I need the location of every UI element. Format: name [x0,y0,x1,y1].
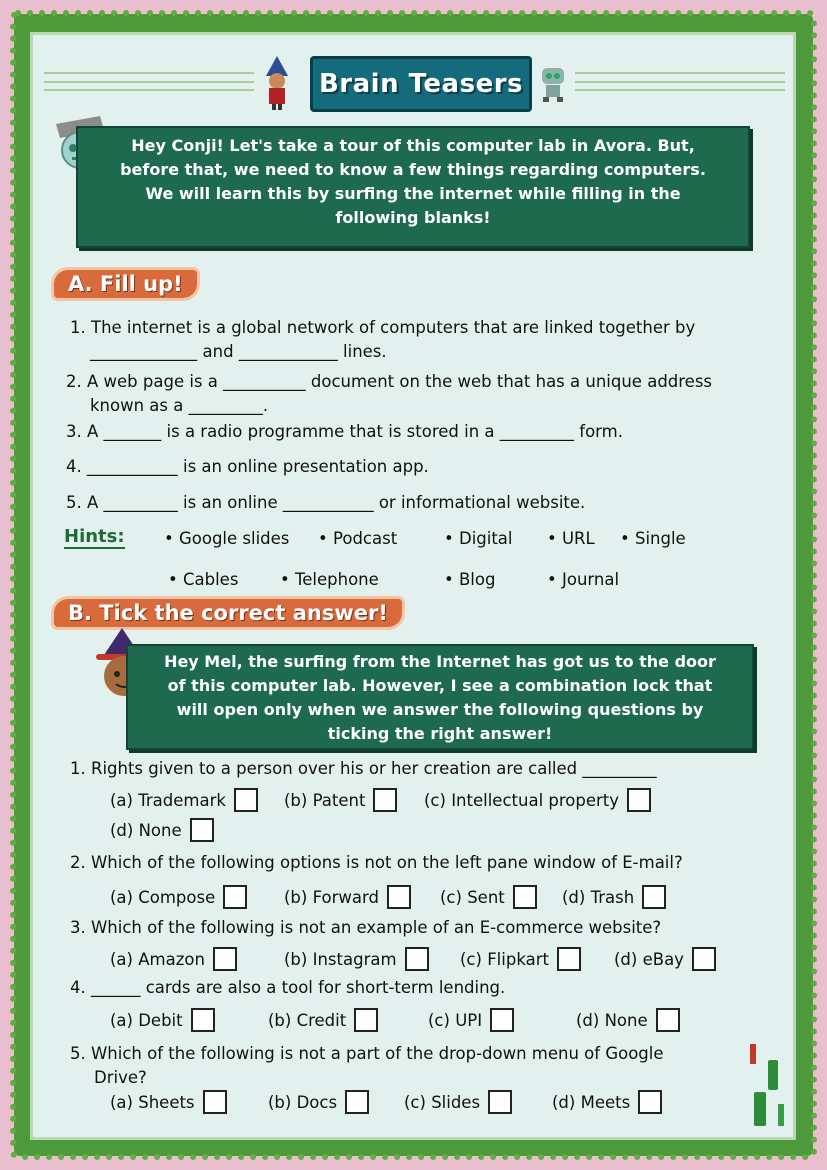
mcq-4-option-d[interactable] [576,1008,680,1032]
mcq-question-3: 3. Which of the following is not an example of an E-commerce website? [70,918,662,937]
checkbox[interactable] [345,1090,369,1114]
section-b-heading: B. Tick the correct answer! [54,599,402,627]
question-text: A _______ is a radio programme that is stored in a _________ form. [87,422,623,441]
checkbox[interactable] [656,1008,680,1032]
wizard-character-icon [260,56,294,110]
option-label: (a) Compose [110,887,216,907]
page-title: Brain Teasers [310,56,532,112]
checkbox[interactable] [490,1008,514,1032]
mcq-3-option-c[interactable] [460,947,581,971]
mcq-2-option-a[interactable] [110,885,247,909]
checkbox[interactable] [557,947,581,971]
mcq-1-option-c[interactable] [424,788,651,812]
fill-question-2 [66,370,756,418]
mcq-4-option-c[interactable] [428,1008,514,1032]
option-label: (b) Instagram [284,949,397,969]
bubble-line: Hey Mel, the surfing from the Internet has got us to the door [164,652,716,671]
hint-item: • Telephone [280,570,379,589]
mcq-question-5 [70,1042,664,1090]
mcq-1-option-d[interactable] [110,818,214,842]
hint-item: • Journal [547,570,619,589]
checkbox[interactable] [488,1090,512,1114]
option-label: (c) Intellectual property [424,790,620,810]
question-number: 1. [70,318,86,337]
hint-item: • Google slides [164,529,289,548]
mcq-2-option-d[interactable] [562,885,666,909]
pencils-decoration-icon [748,1044,788,1128]
mcq-question-1: 1. Rights given to a person over his or her creation are called _________ [70,759,657,778]
intro-speech-bubble [76,126,750,248]
question-text: A _________ is an online ___________ or informational website. [87,493,586,512]
mcq-2-option-c[interactable] [440,885,537,909]
bubble-line: ticking the right answer! [327,724,553,743]
option-label: (b) Credit [268,1010,347,1030]
hint-item: • Podcast [318,529,397,548]
mcq-5-option-b[interactable] [268,1090,369,1114]
mcq-3-option-d[interactable] [614,947,716,971]
fill-question-3 [66,420,756,444]
mcq-1-option-a[interactable] [110,788,258,812]
option-label: (a) Trademark [110,790,226,810]
question-text: known as a _________. [90,396,269,415]
checkbox[interactable] [223,885,247,909]
question-text: 5. Which of the following is not a part of the drop-down menu of Google [70,1044,664,1063]
checkbox[interactable] [234,788,258,812]
option-label: (c) Slides [404,1092,481,1112]
option-label: (a) Sheets [110,1092,195,1112]
option-label: (b) Patent [284,790,366,810]
bubble-line: will open only when we answer the following questions by [176,700,704,719]
mcq-5-option-a[interactable] [110,1090,227,1114]
option-label: (d) eBay [614,949,684,969]
hint-item: • Blog [444,570,495,589]
option-label: (c) Sent [440,887,505,907]
question-text: The internet is a global network of computers that are linked together by [91,318,696,337]
option-label: (a) Amazon [110,949,205,969]
question-text: Drive? [94,1068,147,1087]
checkbox[interactable] [638,1090,662,1114]
mcq-2-option-b[interactable] [284,885,411,909]
mcq-question-4: 4. ______ cards are also a tool for short-term lending. [70,978,506,997]
question-number: 4. [66,457,82,476]
intro-line: following blanks! [335,208,491,227]
intro-line: before that, we need to know a few things regarding computers. [120,160,706,179]
robot-character-icon [538,66,568,102]
hint-item: • Single [620,529,686,548]
fill-question-5 [66,491,756,515]
checkbox[interactable] [203,1090,227,1114]
option-label: (d) None [576,1010,648,1030]
checkbox[interactable] [190,818,214,842]
checkbox[interactable] [373,788,397,812]
mcq-4-option-a[interactable] [110,1008,215,1032]
intro-line: We will learn this by surfing the internet while filling in the [145,184,681,203]
hint-item: • URL [547,529,595,548]
question-number: 2. [66,372,82,391]
checkbox[interactable] [191,1008,215,1032]
question-number: 3. [66,422,82,441]
mcq-5-option-c[interactable] [404,1090,512,1114]
checkbox[interactable] [387,885,411,909]
checkbox[interactable] [354,1008,378,1032]
option-label: (c) UPI [428,1010,483,1030]
hint-item: • Digital [444,529,513,548]
question-text: ___________ is an online presentation app. [87,457,429,476]
question-text: _____________ and ____________ lines. [90,342,387,361]
section-b-speech-bubble [126,644,754,750]
mcq-3-option-b[interactable] [284,947,429,971]
section-a-heading: A. Fill up! [54,270,197,298]
mcq-question-2: 2. Which of the following options is not on the left pane window of E-mail? [70,853,683,872]
header-rule-left [44,72,254,92]
option-label: (a) Debit [110,1010,183,1030]
checkbox[interactable] [513,885,537,909]
checkbox[interactable] [692,947,716,971]
hint-item: • Cables [168,570,238,589]
mcq-1-option-b[interactable] [284,788,397,812]
mcq-5-option-d[interactable] [552,1090,662,1114]
option-label: (b) Forward [284,887,379,907]
checkbox[interactable] [213,947,237,971]
question-number: 5. [66,493,82,512]
mcq-3-option-a[interactable] [110,947,237,971]
checkbox[interactable] [627,788,651,812]
option-label: (d) Trash [562,887,635,907]
fill-question-4 [66,455,756,479]
mcq-4-option-b[interactable] [268,1008,378,1032]
intro-line: Hey Conji! Let's take a tour of this computer lab in Avora. But, [131,136,695,155]
header-rule-right [575,72,785,92]
checkbox[interactable] [405,947,429,971]
checkbox[interactable] [642,885,666,909]
option-label: (b) Docs [268,1092,338,1112]
bubble-line: of this computer lab. However, I see a combination lock that [167,676,713,695]
question-text: A web page is a __________ document on the web that has a unique address [87,372,713,391]
option-label: (c) Flipkart [460,949,549,969]
fill-question-1 [70,316,760,364]
hints-label: Hints: [64,526,125,547]
option-label: (d) None [110,820,182,840]
option-label: (d) Meets [552,1092,631,1112]
